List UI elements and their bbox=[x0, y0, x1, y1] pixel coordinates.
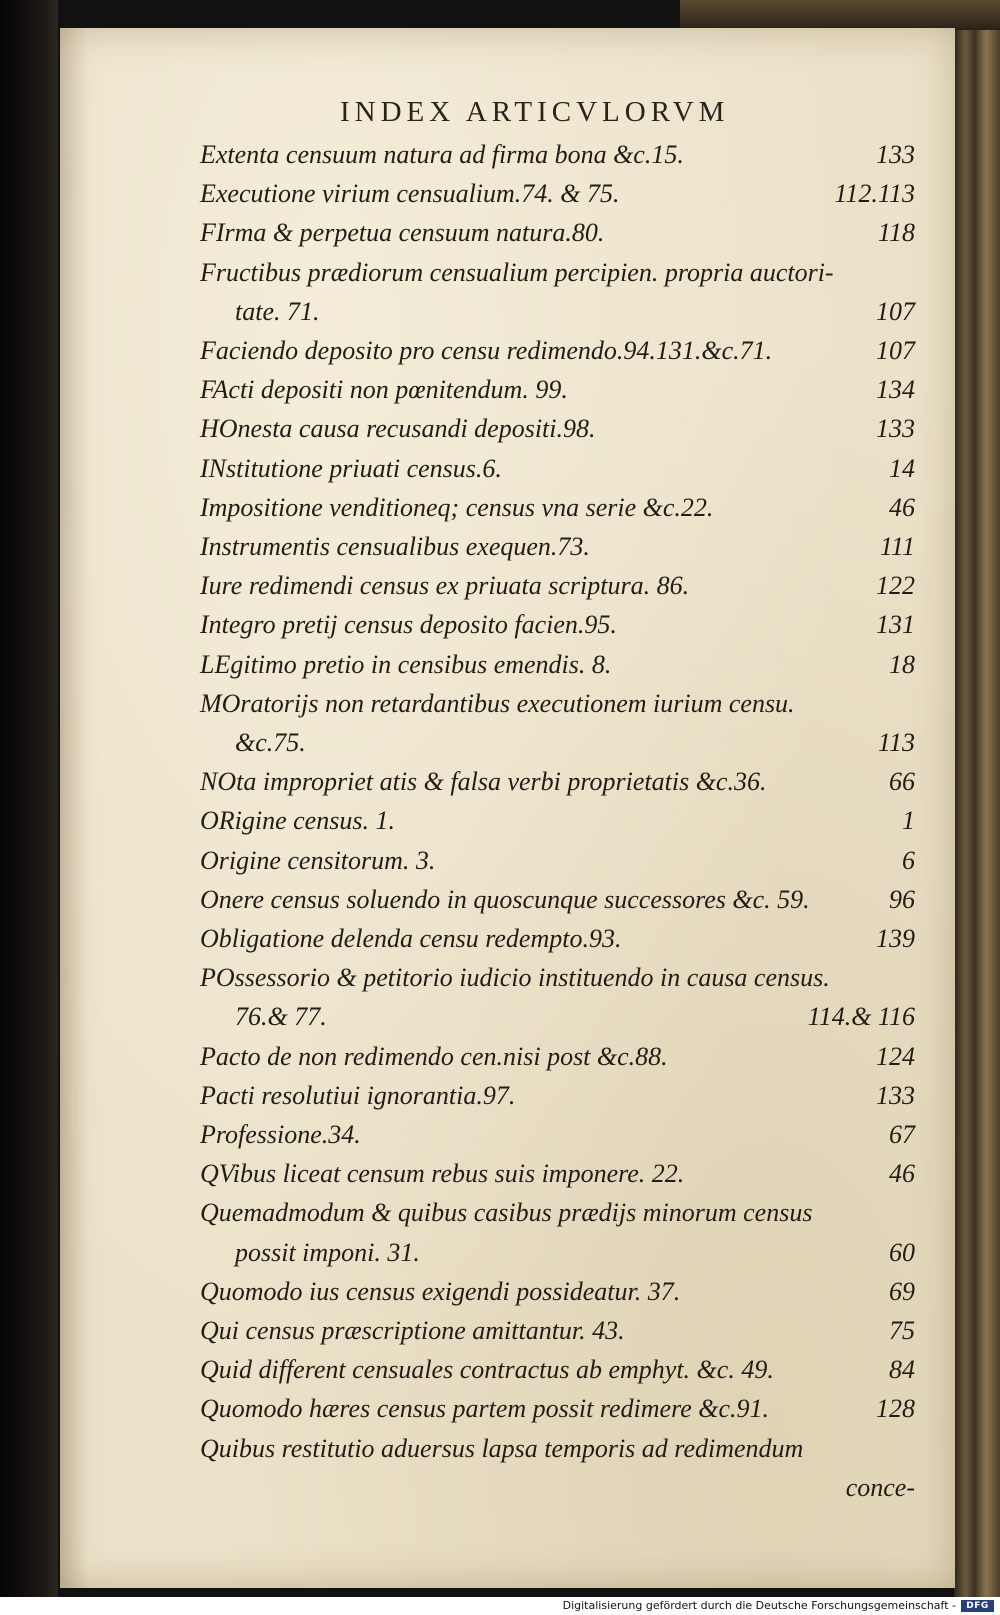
entry-page-number: 69 bbox=[889, 1277, 915, 1306]
index-entry bbox=[200, 961, 915, 995]
index-entry bbox=[235, 295, 915, 329]
entry-page-number: 96 bbox=[889, 885, 915, 914]
index-entry bbox=[200, 1157, 915, 1191]
index-entry bbox=[200, 1118, 915, 1152]
entry-page-number: 107 bbox=[876, 336, 915, 365]
index-entry bbox=[200, 608, 915, 642]
index-entry bbox=[200, 452, 915, 486]
entry-page-number: 75 bbox=[889, 1316, 915, 1345]
index-entry bbox=[200, 334, 915, 368]
book-page-edges bbox=[954, 0, 1000, 1615]
index-entry bbox=[200, 1471, 915, 1505]
index-entry bbox=[200, 687, 915, 721]
entry-page-number: 46 bbox=[889, 493, 915, 522]
index-entry bbox=[200, 177, 915, 211]
index-entry bbox=[200, 1432, 915, 1466]
index-entry bbox=[200, 138, 915, 172]
entry-page-number: 114.& 116 bbox=[807, 1002, 915, 1031]
index-entry bbox=[200, 844, 915, 878]
index-entry bbox=[200, 412, 915, 446]
entry-text: LEgitimo pretio in censibus emendis. 8. bbox=[200, 650, 612, 679]
entry-page-number: 60 bbox=[889, 1238, 915, 1267]
entry-text: tate. 71. bbox=[235, 297, 320, 326]
entry-page-number: 118 bbox=[877, 218, 915, 247]
entry-page-number: 1 bbox=[902, 806, 915, 835]
index-entry bbox=[200, 922, 915, 956]
entry-text: NOta impropriet atis & falsa verbi proprietatis &c.36. bbox=[200, 767, 767, 796]
entry-page-number: 122 bbox=[876, 571, 915, 600]
entry-page-number: 133 bbox=[876, 140, 915, 169]
entry-page-number: 139 bbox=[876, 924, 915, 953]
index-entry bbox=[200, 530, 915, 564]
index-entry bbox=[200, 1314, 915, 1348]
entry-text: &c.75. bbox=[235, 728, 306, 757]
entry-page-number: 133 bbox=[876, 414, 915, 443]
index-entry bbox=[200, 569, 915, 603]
entry-page-number: 107 bbox=[876, 297, 915, 326]
entry-page-number: conce- bbox=[845, 1473, 915, 1502]
entry-text: ORigine census. 1. bbox=[200, 806, 395, 835]
entry-page-number: 124 bbox=[876, 1042, 915, 1071]
entry-text: Qui census præscriptione amittantur. 43. bbox=[200, 1316, 625, 1345]
index-entry bbox=[235, 1236, 915, 1270]
entry-text: HOnesta causa recusandi depositi.98. bbox=[200, 414, 596, 443]
entry-text: Pacto de non redimendo cen.nisi post &c.88. bbox=[200, 1042, 668, 1071]
entry-text: Professione.34. bbox=[200, 1120, 361, 1149]
page-title: INDEX ARTICVLORVM bbox=[340, 96, 730, 128]
entry-page-number: 131 bbox=[876, 610, 915, 639]
entry-page-number: 46 bbox=[889, 1159, 915, 1188]
funding-credit: Digitalisierung gefördert durch die Deutsche Forschungsgemeinschaft - bbox=[562, 1599, 956, 1612]
index-entry bbox=[200, 765, 915, 799]
entry-text: Executione virium censualium.74. & 75. bbox=[200, 179, 620, 208]
entry-text: Impositione venditioneq; census vna serie &c.22. bbox=[200, 493, 714, 522]
entry-text: Iure redimendi census ex priuata scriptura. 86. bbox=[200, 571, 690, 600]
entry-page-number: 111 bbox=[879, 532, 915, 561]
index-entry bbox=[200, 256, 915, 290]
entry-text: Faciendo deposito pro censu redimendo.94.131.&c.71. bbox=[200, 336, 773, 365]
entry-text: QVibus liceat censum rebus suis imponere. 22. bbox=[200, 1159, 685, 1188]
entry-text: Origine censitorum. 3. bbox=[200, 846, 436, 875]
entry-text: Quemadmodum & quibus casibus prædijs minorum census bbox=[200, 1198, 813, 1227]
entry-page-number: 14 bbox=[889, 454, 915, 483]
entry-text: Quomodo hæres census partem possit redimere &c.91. bbox=[200, 1394, 770, 1423]
index-entry bbox=[200, 1392, 915, 1426]
entry-text: INstitutione priuati census.6. bbox=[200, 454, 502, 483]
entry-text: Instrumentis censualibus exequen.73. bbox=[200, 532, 590, 561]
book-top-edge bbox=[680, 0, 1000, 30]
entry-text: Obligatione delenda censu redempto.93. bbox=[200, 924, 622, 953]
entry-text: Integro pretij census deposito facien.95. bbox=[200, 610, 617, 639]
entry-page-number: 67 bbox=[889, 1120, 915, 1149]
entry-page-number: 66 bbox=[889, 767, 915, 796]
book-binding-shadow bbox=[0, 0, 58, 1615]
index-entry bbox=[235, 1000, 915, 1034]
entry-page-number: 6 bbox=[902, 846, 915, 875]
entry-text: POssessorio & petitorio iudicio instituendo in causa census. bbox=[200, 963, 830, 992]
index-entry bbox=[200, 1196, 915, 1230]
entry-page-number: 134 bbox=[876, 375, 915, 404]
entry-page-number: 18 bbox=[889, 650, 915, 679]
index-entry bbox=[200, 883, 915, 917]
entry-page-number: 128 bbox=[876, 1394, 915, 1423]
dfg-logo: DFG bbox=[961, 1600, 994, 1612]
entry-text: possit imponi. 31. bbox=[235, 1238, 420, 1267]
entry-text: Quid different censuales contractus ab emphyt. &c. 49. bbox=[200, 1355, 774, 1384]
entry-text: Fructibus prædiorum censualium percipien. propria auctori- bbox=[200, 258, 834, 287]
index-entry bbox=[200, 1040, 915, 1074]
entry-page-number: 84 bbox=[889, 1355, 915, 1384]
index-entry bbox=[200, 804, 915, 838]
entry-text: Quibus restitutio aduersus lapsa temporis ad redimendum bbox=[200, 1434, 804, 1463]
index-entry bbox=[200, 491, 915, 525]
index-entry bbox=[235, 726, 915, 760]
index-entry bbox=[200, 1275, 915, 1309]
index-entry bbox=[200, 1079, 915, 1113]
entry-page-number: 113 bbox=[877, 728, 915, 757]
entry-text: Onere census soluendo in quoscunque successores &c. 59. bbox=[200, 885, 810, 914]
index-entry bbox=[200, 216, 915, 250]
entry-page-number: 112.113 bbox=[834, 179, 915, 208]
index-entries bbox=[60, 28, 955, 1588]
book-page bbox=[60, 28, 955, 1588]
entry-text: FIrma & perpetua censuum natura.80. bbox=[200, 218, 605, 247]
entry-text: Pacti resolutiui ignorantia.97. bbox=[200, 1081, 516, 1110]
entry-text: 76.& 77. bbox=[235, 1002, 327, 1031]
entry-page-number: 133 bbox=[876, 1081, 915, 1110]
entry-text: MOratorijs non retardantibus executionem iurium censu. bbox=[200, 689, 795, 718]
digitization-footer bbox=[0, 1597, 1000, 1615]
index-entry bbox=[200, 373, 915, 407]
index-entry bbox=[200, 648, 915, 682]
entry-text: Extenta censuum natura ad firma bona &c.15. bbox=[200, 140, 684, 169]
index-entry bbox=[200, 1353, 915, 1387]
entry-text: Quomodo ius census exigendi possideatur. 37. bbox=[200, 1277, 681, 1306]
entry-text: FActi depositi non pœnitendum. 99. bbox=[200, 375, 568, 404]
